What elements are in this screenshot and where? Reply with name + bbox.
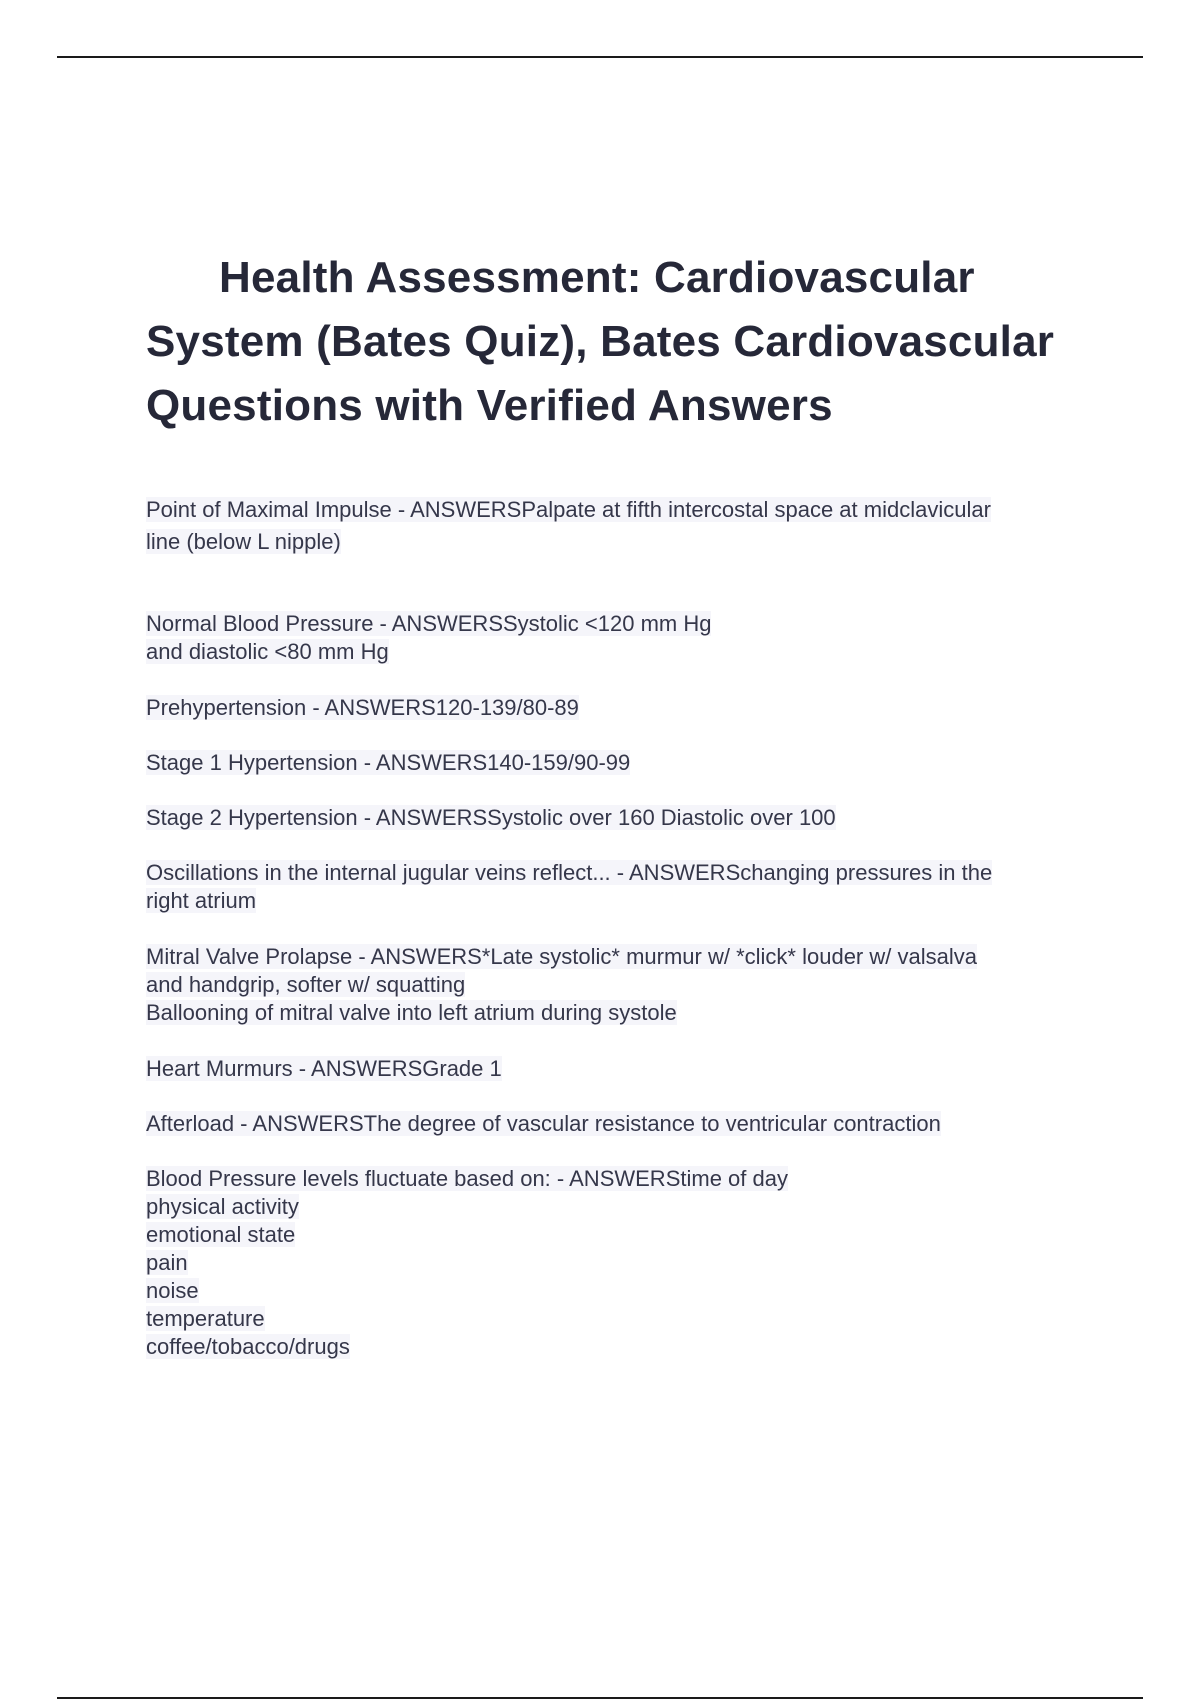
qa-entry-jugular-oscillations xyxy=(146,859,1086,915)
entry-line: and diastolic <80 mm Hg xyxy=(146,639,389,664)
entry-line: pain xyxy=(146,1250,188,1275)
qa-entry-mitral-valve-prolapse xyxy=(146,943,1086,1027)
entry-line: Stage 1 Hypertension - ANSWERS140-159/90-99 xyxy=(146,750,631,775)
top-rule xyxy=(57,56,1143,58)
entry-line: Ballooning of mitral valve into left atrium during systole xyxy=(146,1000,677,1025)
entry-line: physical activity xyxy=(146,1194,299,1219)
entry-line: line (below L nipple) xyxy=(146,529,341,554)
entry-line: Blood Pressure levels fluctuate based on: - ANSWERStime of day xyxy=(146,1166,788,1191)
entry-line: temperature xyxy=(146,1306,265,1331)
qa-entry-afterload xyxy=(146,1110,1086,1138)
entry-line: Afterload - ANSWERSThe degree of vascular resistance to ventricular contraction xyxy=(146,1111,941,1136)
entry-line: Oscillations in the internal jugular veins reflect... - ANSWERSchanging pressures in the xyxy=(146,860,993,885)
entry-line: noise xyxy=(146,1278,199,1303)
qa-entry-normal-blood-pressure xyxy=(146,610,1086,666)
bottom-rule xyxy=(57,1697,1143,1699)
qa-entry-heart-murmurs xyxy=(146,1055,1086,1083)
entry-line: emotional state xyxy=(146,1222,296,1247)
qa-entry-stage-1-hypertension xyxy=(146,749,1086,777)
entry-line: Prehypertension - ANSWERS120-139/80-89 xyxy=(146,695,579,720)
entry-line: Normal Blood Pressure - ANSWERSSystolic <120 mm Hg xyxy=(146,611,712,636)
document-title: Health Assessment: Cardiovascular System (Bates Quiz), Bates Cardiovascular Questions with Verified Answers xyxy=(146,253,1055,430)
entry-line: right atrium xyxy=(146,888,257,913)
qa-list xyxy=(146,494,1086,1361)
document-body xyxy=(146,246,1086,1361)
qa-entry-prehypertension xyxy=(146,694,1086,722)
entry-line: and handgrip, softer w/ squatting xyxy=(146,972,466,997)
qa-entry-bp-fluctuation xyxy=(146,1165,1086,1361)
entry-line: coffee/tobacco/drugs xyxy=(146,1334,350,1359)
entry-line: Stage 2 Hypertension - ANSWERSSystolic over 160 Diastolic over 100 xyxy=(146,805,836,830)
entry-line: Point of Maximal Impulse - ANSWERSPalpate at fifth intercostal space at midclavicular xyxy=(146,497,991,522)
entry-line: Heart Murmurs - ANSWERSGrade 1 xyxy=(146,1056,502,1081)
qa-entry-stage-2-hypertension xyxy=(146,804,1086,832)
qa-entry-point-of-maximal-impulse xyxy=(146,494,1086,558)
entry-line: Mitral Valve Prolapse - ANSWERS*Late systolic* murmur w/ *click* louder w/ valsalva xyxy=(146,944,977,969)
